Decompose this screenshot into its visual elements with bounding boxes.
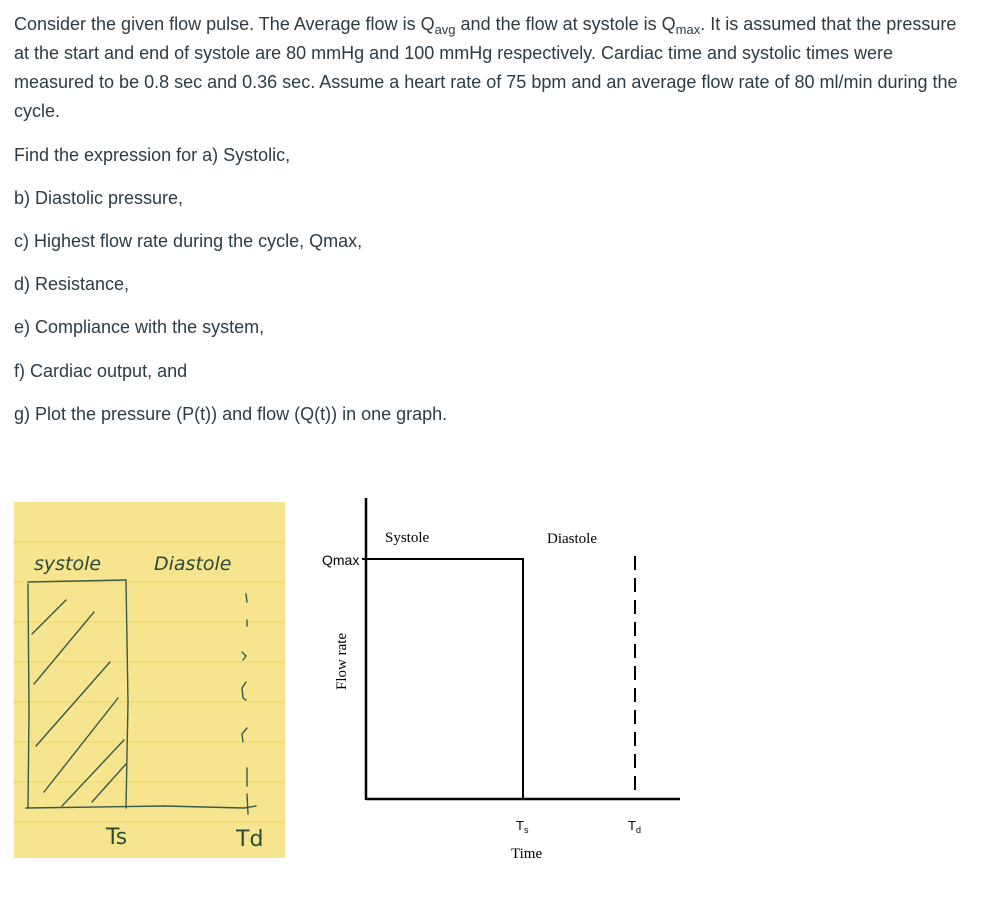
graph-qmax-label: Qmax (322, 552, 360, 568)
sketch-diastole-label: Diastole (154, 553, 232, 575)
question-g: g) Plot the pressure (P(t)) and flow (Q(t)) in one graph. (14, 404, 448, 424)
sketch-ts-label: Ts (106, 825, 128, 850)
sketch-systole-label: systole (34, 553, 102, 575)
graph-ylabel: Flow rate (334, 632, 350, 690)
avg-subscript: avg (434, 22, 456, 37)
sketch-td-label: Td (236, 827, 264, 852)
question-d: d) Resistance, (14, 274, 130, 294)
max-subscript: max (675, 22, 701, 37)
intro-part-3: . It is assumed that the pressure at the start and end of systole are 80 mmHg and 100 mmHg respectively. Cardiac time and systolic times were measured to be 0.8 sec and 0.36 sec. Assume a heart rate of 75 bpm and an average flow rate of 80 ml/min during the cycle. (14, 14, 958, 121)
intro-part-1: Consider the given flow pulse. The Average flow is Q (14, 14, 435, 34)
graph-td-label: $T_d$ (628, 818, 641, 835)
handdrawn-sketch-image (14, 502, 285, 858)
question-f: f) Cardiac output, and (14, 361, 188, 381)
graph-ts-label: $T_s$ (516, 818, 529, 835)
question-e: e) Compliance with the system, (14, 317, 265, 337)
problem-statement (14, 10, 974, 126)
graph-diastole-label: Diastole (547, 531, 597, 547)
question-c: c) Highest flow rate during the cycle, Qmax, (14, 231, 363, 251)
graph-systole-label: Systole (385, 530, 430, 546)
graph-xlabel: Time (511, 846, 543, 862)
question-a: Find the expression for a) Systolic, (14, 145, 291, 165)
flow-pulse-graph (300, 490, 700, 870)
question-b: b) Diastolic pressure, (14, 188, 184, 208)
intro-part-2: and the flow at systole is Q (455, 14, 676, 34)
